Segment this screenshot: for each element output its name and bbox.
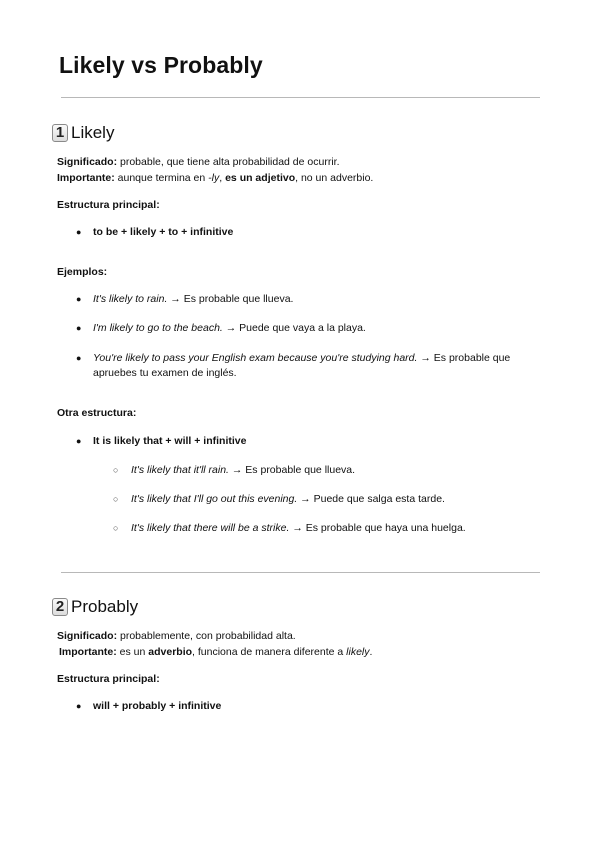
otra-label: Otra estructura: <box>57 407 137 419</box>
example-en: It's likely that I'll go out this evening. <box>131 493 298 505</box>
significado-label: Significado: <box>57 630 118 642</box>
example-en: It's likely that it'll rain. <box>131 464 229 476</box>
bullet-icon: ● <box>76 323 82 333</box>
example-2 <box>93 322 366 334</box>
importante-line <box>59 646 372 658</box>
significado-text: probable, que tiene alta probabilidad de ocurrir. <box>117 156 340 168</box>
example-3 <box>93 352 510 364</box>
adjetivo-text: es un adjetivo <box>225 172 296 184</box>
number-badge: 1 <box>52 124 68 142</box>
example-es: → Puede que vaya a la playa. <box>222 322 366 334</box>
sub-example-2 <box>131 493 445 505</box>
example-es: → Es probable que llueva. <box>228 464 356 476</box>
estructura-label: Estructura principal: <box>57 199 160 211</box>
section-heading-probably <box>52 597 138 617</box>
example-en: It's likely that there will be a strike. <box>131 522 290 534</box>
significado-text: probablemente, con probabilidad alta. <box>117 630 296 642</box>
section-heading-likely <box>52 123 114 143</box>
importante-end: , no un adverbio. <box>295 172 374 184</box>
significado-line <box>57 156 340 168</box>
section-title: Likely <box>71 123 115 142</box>
ejemplos-label: Ejemplos: <box>57 266 108 278</box>
importante-mid: , funciona de manera diferente a <box>192 646 347 658</box>
divider <box>61 97 540 98</box>
importante-line <box>57 172 373 184</box>
divider <box>61 572 540 573</box>
example-3-cont: apruebes tu examen de inglés. <box>93 367 237 379</box>
comma: , <box>219 172 226 184</box>
estructura-item: will + probably + infinitive <box>93 700 222 712</box>
circle-bullet-icon: ○ <box>113 465 119 475</box>
ly-suffix: -ly <box>208 172 220 184</box>
significado-line <box>57 630 296 642</box>
importante-label: Importante: <box>57 172 115 184</box>
circle-bullet-icon: ○ <box>113 494 119 504</box>
estructura-label: Estructura principal: <box>57 673 160 685</box>
bullet-icon: ● <box>76 436 82 446</box>
bullet-icon: ● <box>76 227 82 237</box>
example-es: → Es probable que llueva. <box>167 293 294 305</box>
example-es: → Puede que salga esta tarde. <box>297 493 445 505</box>
bullet-icon: ● <box>76 294 82 304</box>
example-es: → Es probable que haya una huelga. <box>289 522 466 534</box>
example-en: You're likely to pass your English exam because you're studying hard. <box>93 352 418 364</box>
otra-item: It is likely that + will + infinitive <box>93 435 247 447</box>
sub-example-3 <box>131 522 466 534</box>
bullet-icon: ● <box>76 353 82 363</box>
importante-text: es un <box>116 646 149 658</box>
importante-label: Importante: <box>59 646 117 658</box>
example-1 <box>93 293 293 305</box>
page-title: Likely vs Probably <box>59 52 263 78</box>
adverbio-text: adverbio <box>148 646 193 658</box>
bullet-icon: ● <box>76 701 82 711</box>
likely-word: likely <box>346 646 370 658</box>
example-en: It's likely to rain. <box>93 293 168 305</box>
example-es: → Es probable que <box>417 352 511 364</box>
number-badge: 2 <box>52 598 68 616</box>
example-en: I'm likely to go to the beach. <box>93 322 223 334</box>
circle-bullet-icon: ○ <box>113 523 119 533</box>
importante-text: aunque termina en <box>114 172 209 184</box>
section-title: Probably <box>71 597 139 616</box>
importante-end: . <box>369 646 373 658</box>
estructura-item: to be + likely + to + infinitive <box>93 226 234 238</box>
sub-example-1 <box>131 464 355 476</box>
significado-label: Significado: <box>57 156 118 168</box>
